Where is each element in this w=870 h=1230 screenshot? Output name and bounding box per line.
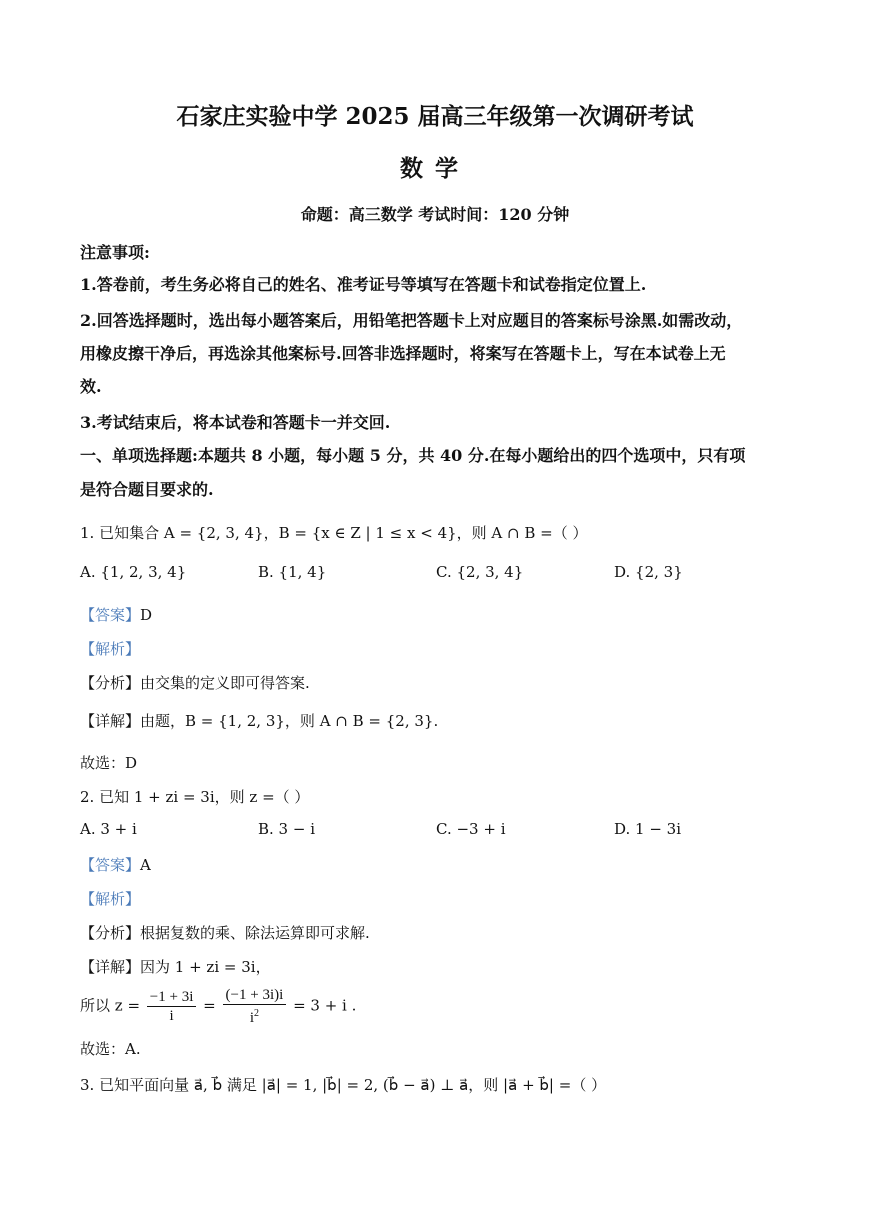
answer-value: A [140, 856, 151, 874]
subject-title: 数学 [400, 155, 470, 182]
question-1-analysis-tag: 【解析】 [80, 640, 141, 658]
notice-item-2c: 效. [80, 377, 102, 396]
section-heading-b: 是符合题目要求的. [80, 480, 214, 499]
question-1-option-b: B. {1, 4} [258, 563, 327, 581]
answer-tag: 【答案】 [80, 856, 141, 874]
question-1-option-a: A. {1, 2, 3, 4} [80, 563, 187, 581]
question-2-option-a: A. 3 + i [80, 820, 137, 838]
fraction-2-denominator: $i^2$ [249, 1008, 259, 1026]
section-heading-a: 一、单项选择题:本题共 8 小题，每小题 5 分，共 40 分.在每小题给出的四个选项中，只有项 [80, 446, 746, 465]
question-2-option-c: C. −3 + i [436, 820, 506, 838]
xiangjie-text: 因为 1 + zi = 3i， [140, 958, 271, 976]
answer-value: D [140, 606, 153, 624]
xiangjie-tag: 【详解】 [80, 712, 141, 730]
question-2-option-b: B. 3 − i [258, 820, 316, 838]
question-1-option-d: D. {2, 3} [614, 563, 683, 581]
fraction-2 [223, 986, 287, 1027]
notice-item-1: 1.答卷前，考生务必将自己的姓名、准考证号等填写在答题卡和试卷指定位置上. [80, 275, 647, 294]
derivation-prefix: 所以 z = [80, 996, 141, 1015]
fraction-2-numerator: (−1 + 3i)i [223, 986, 287, 1005]
notice-item-3: 3.考试结束后，将本试卷和答题卡一并交回. [80, 413, 391, 432]
notice-heading: 注意事项: [80, 243, 150, 262]
fraction-1-numerator: −1 + 3i [147, 988, 197, 1007]
derivation-result: = 3 + i . [293, 996, 357, 1015]
question-2-option-d: D. 1 − 3i [614, 820, 682, 838]
fenxi-text: 由交集的定义即可得答案. [140, 674, 310, 692]
xiangjie-tag: 【详解】 [80, 958, 141, 976]
question-2-stem: 2. 已知 1 + zi = 3i，则 z =（ ） [80, 788, 310, 806]
exam-meta: 命题：高三数学 考试时间：120 分钟 [300, 205, 570, 224]
question-1-option-c: C. {2, 3, 4} [436, 563, 524, 581]
exponent: 2 [253, 1008, 259, 1019]
question-1-xiangjie [80, 710, 438, 731]
question-3-stem: 3. 已知平面向量 a⃗, b⃗ 满足 |a⃗| = 1, |b⃗| = 2, (b⃗ − a⃗) ⊥ a⃗，则 |a⃗ + b⃗| =（ ） [80, 1076, 607, 1094]
notice-item-2a: 2.回答选择题时，选出每小题答案后，用铅笔把答题卡上对应题目的答案标号涂黑.如需改动， [80, 311, 743, 330]
fenxi-text: 根据复数的乘、除法运算即可求解. [140, 924, 370, 942]
question-2-choose: 故选：A. [80, 1040, 141, 1058]
answer-tag: 【答案】 [80, 606, 141, 624]
question-2-xiangjie [80, 956, 271, 977]
question-1-answer [80, 604, 152, 625]
question-2-answer [80, 854, 151, 875]
question-2-derivation: 所以 z = $\frac{-1 + 3i}{i}$ = $\frac{(-1 + 3i)i}{i^2}$ = 3 + i . [80, 987, 357, 1026]
fenxi-tag: 【分析】 [80, 674, 141, 692]
fraction-1 [147, 988, 197, 1025]
question-1-stem: 1. 已知集合 A = {2, 3, 4}，B = {x ∈ Z | 1 ≤ x < 4}，则 A ∩ B =（ ） [80, 524, 588, 542]
question-2-analysis-tag: 【解析】 [80, 890, 141, 908]
question-1-fenxi [80, 672, 310, 693]
exam-title: 石家庄实验中学 2025 届高三年级第一次调研考试 [176, 103, 694, 130]
fraction-1-denominator: i [169, 1008, 174, 1024]
fenxi-tag: 【分析】 [80, 924, 141, 942]
question-1-choose: 故选：D [80, 754, 138, 772]
notice-item-2b: 用橡皮擦干净后，再选涂其他案标号.回答非选择题时，将案写在答题卡上，写在本试卷上无 [80, 344, 726, 363]
question-2-fenxi [80, 922, 370, 943]
xiangjie-text: 由题，B = {1, 2, 3}，则 A ∩ B = {2, 3}. [140, 712, 439, 730]
